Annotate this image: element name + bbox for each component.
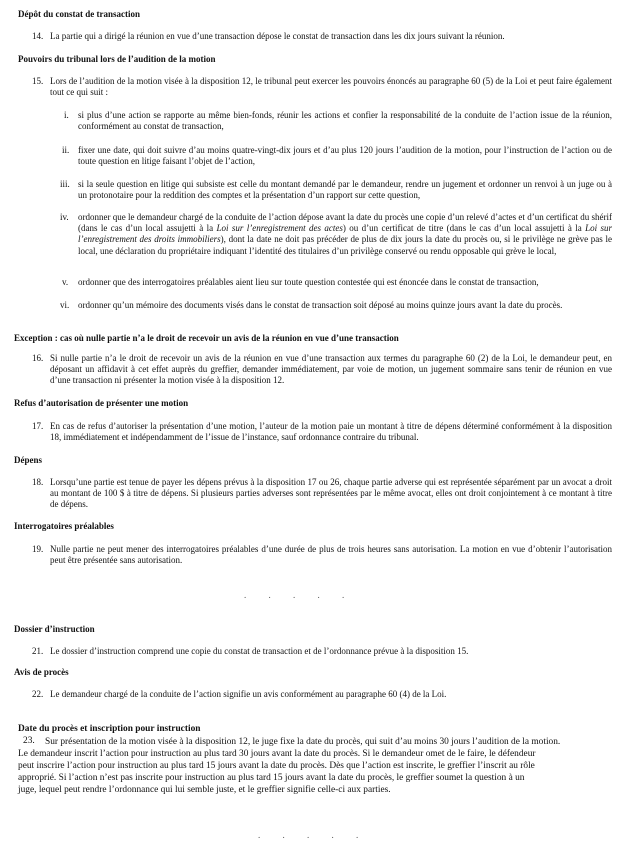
para-22-number: 22. [32,689,44,699]
para-17-number: 17. [32,421,44,431]
para-16-text: Si nulle partie n’a le droit de recevoir un avis de la réunion en vue d’une transaction aux termes du paragraphe 60 (2) de la Loi, le demandeur peut, en déposant un affidavit à cet effet auprès du greffier, demander immédiatement, par voie de motion, un jugement sommaire sans tenir de réunion en vue d’une transaction ni présenter la motion visée à la disposition 12. [50,353,612,386]
item-v-text: ordonner que des interrogatoires préalables aient lieu sur toute question contestée qui est énoncée dans le constat de transaction, [78,277,539,287]
item-ii-number: ii. [62,145,70,155]
heading-dossier-instruction: Dossier d’instruction [14,624,95,634]
para-19-number: 19. [32,544,44,554]
heading-date-proces: Date du procès et inscription pour instruction [18,724,201,734]
para-17-text: En cas de refus d’autoriser la présentation d’une motion, l’auteur de la motion paie un montant à titre de dépens déterminé conformément à la disposition 18, immédiatement et indépendamment de l’issue de l’instance, sauf ordonnance contraire du tribunal. [50,421,612,443]
item-iii-number: iii. [60,179,70,189]
para-18-number: 18. [32,477,44,487]
para-21-number: 21. [32,646,44,656]
item-iv-statute-a: Loi sur l’enregistrement des actes [216,223,343,234]
omission-dots: . . . . . [244,590,355,600]
item-v-number: v. [62,277,69,287]
heading-refus-autorisation: Refus d’autorisation de présenter une motion [14,398,189,408]
item-i-text: si plus d’une action se rapporte au même bien-fonds, réunir les actions et confier la responsabilité de la conduite de l’action issue de la réunion, conformément au constat de transaction, [78,110,612,132]
item-vi-text: ordonner qu’un mémoire des documents visés dans le constat de transaction soit déposé au moins quinze jours avant la date du procès. [78,300,563,310]
item-iv-number: iv. [60,212,69,222]
item-iv-text-b: ) ou d’un certificat de titre (dans le cas d’un local assujetti à la [342,223,586,234]
heading-depot-constat: Dépôt du constat de transaction [18,9,141,19]
heading-exception: Exception : cas où nulle partie n’a le droit de recevoir un avis de la réunion en vue d’une transaction [14,333,399,343]
item-vi-number: vi. [60,300,70,310]
omission-dots-end: . . . . . [258,830,369,840]
para-15-number: 15. [32,76,44,86]
para-19-text: Nulle partie ne peut mener des interrogatoires préalables d’une durée de plus de trois heures sans autorisation. La motion en vue d’obtenir l’autorisation peut être présentée sans autorisation. [50,544,612,566]
item-ii-text: fixer une date, qui doit suivre d’au moins quatre-vingt-dix jours et d’au plus 120 jours l’audition de la motion, pour l’instruction de l’action ou de toute question en litige faisant l’objet de l’action, [78,145,612,167]
item-iv-text-a: ordonner que le demandeur chargé de la conduite de l’action dépose avant la date du procès une copie d’un relevé d’actes et d’un certificat du shérif (dans le cas d’un local assujetti à la [78,212,612,234]
para-14-number: 14. [32,31,44,41]
heading-depens: Dépens [14,455,43,465]
para-21-text: Le dossier d’instruction comprend une copie du constat de transaction et de l’ordonnance prévue à la disposition 15. [50,646,469,656]
para-14-text: La partie qui a dirigé la réunion en vue d’une transaction dépose le constat de transaction dans les dix jours suivant la réunion. [50,31,505,41]
item-i-number: i. [64,110,69,120]
heading-interrogatoires: Interrogatoires préalables [14,521,114,531]
para-23-number: 23. [23,736,35,746]
para-18-text: Lorsqu’une partie est tenue de payer les dépens prévus à la disposition 17 ou 26, chaque partie adverse qui est représentée séparément par un avocat a droit au montant de 100 $ à titre de dépens. Si plusieurs parties adverses sont représentées par le même avocat, elles ont droit conjointement à ce montant à titre de dépens. [50,477,612,510]
para-22-text: Le demandeur chargé de la conduite de l’action signifie un avis conformément au paragraphe 60 (4) de la Loi. [50,689,447,699]
item-iv-text-c: ), dont la date ne doit pas précéder de plus de dix jours la date du procès ou, si le privilège ne grève pas le local, une déclaration du propriétaire indiquant l’identité des titulaires d’un privilège conservé ou rendu opposable qui grève le local, [78,234,612,256]
heading-pouvoirs-tribunal: Pouvoirs du tribunal lors de l’audition de la motion [18,54,216,64]
item-iv-statute-b: Loi sur l’enregistrement des droits immobiliers [78,223,612,245]
para-15-text: Lors de l’audition de la motion visée à la disposition 12, le tribunal peut exercer les pouvoirs énoncés au paragraphe 60 (5) de la Loi et peut faire également tout ce qui suit : [50,76,612,98]
para-16-number: 16. [32,353,44,363]
item-iv-text [78,212,612,257]
item-iii-text: si la seule question en litige qui subsiste est celle du montant demandé par le demandeur, rendre un jugement et ordonner un renvoi à un juge ou à un protonotaire pour la reddition des comptes et la présentation d’un rapport sur cette question, [78,179,612,201]
para-23-text: Sur présentation de la motion visée à la disposition 12, le juge fixe la date du procès, qui suit d’au moins 30 jours l’audition de la motion. Le demandeur inscrit l’action pour instruction au plus tard 30 jours avant la date du procès. Si le demandeur omet de le faire, le défendeur peut inscrire l’action pour instruction au plus tard 15 jours avant la date du procès. Dès que l’action est inscrite, le greffier l’inscrit au rôle approprié. Si l’action n’est pas inscrite pour instruction au plus tard 15 jours avant la date du procès, le greffier soumet la question à un juge, lequel peut rendre l’ordonnance qui lui semble juste, et le greffier signifie celle-ci aux parties. [18,737,561,795]
heading-avis-proces: Avis de procès [14,667,69,677]
